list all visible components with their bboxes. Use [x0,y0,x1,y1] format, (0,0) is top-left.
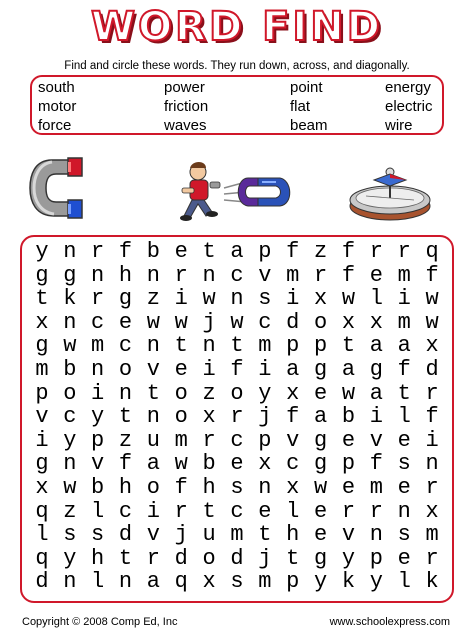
grid-letter[interactable]: n [91,356,105,382]
grid-letter[interactable]: f [174,474,188,500]
word-item: south [38,79,75,96]
grid-letter[interactable]: r [146,545,160,571]
grid-letter[interactable]: w [341,286,356,312]
instructions-text: Find and circle these words. They run down, across, and diagonally. [64,60,410,72]
grid-letter[interactable]: x [425,333,439,359]
grid-letter[interactable]: e [341,427,356,453]
grid-row [28,334,446,358]
grid-letter[interactable]: r [174,262,188,288]
grid-letter[interactable]: m [35,356,49,382]
grid-letter[interactable]: i [174,286,188,312]
grid-letter[interactable]: v [369,427,383,453]
grid-letter[interactable]: p [313,333,328,359]
grid-letter[interactable]: e [341,474,356,500]
grid-letter[interactable]: i [35,427,49,453]
grid-letter[interactable]: c [230,262,244,288]
grid-letter[interactable]: o [202,545,216,571]
grid-letter[interactable]: g [118,286,133,312]
grid-letter[interactable]: b [63,356,77,382]
grid-letter[interactable]: r [202,427,216,453]
grid-letter[interactable]: x [202,569,216,595]
grid-letter[interactable]: p [286,333,300,359]
grid-letter[interactable]: b [341,404,356,430]
grid-letter[interactable]: b [202,451,216,477]
grid-letter[interactable]: w [146,309,160,335]
grid-letter[interactable]: g [63,262,77,288]
grid-letter[interactable]: n [91,262,105,288]
grid-letter[interactable]: g [313,356,328,382]
grid-row [28,405,446,429]
boy-with-magnet-icon [176,158,296,228]
grid-letter[interactable]: q [174,569,188,595]
grid-letter[interactable]: a [286,356,300,382]
grid-row [28,523,446,547]
grid-row [28,358,446,382]
copyright-text: Copyright © 2008 Comp Ed, Inc [22,616,178,628]
grid-letter[interactable]: o [174,404,188,430]
grid-letter[interactable]: m [91,333,105,359]
illustrations [0,140,474,230]
grid-letter[interactable]: j [258,545,272,571]
grid-letter[interactable]: d [35,569,49,595]
grid-letter[interactable]: y [313,569,328,595]
word-item: point [290,79,323,96]
grid-letter[interactable]: x [35,474,49,500]
grid-letter[interactable]: r [174,498,188,524]
grid-letter[interactable]: v [258,262,272,288]
grid-letter[interactable]: c [230,427,244,453]
grid-letter[interactable]: t [174,333,188,359]
grid-letter[interactable]: z [118,427,133,453]
word-item: flat [290,98,311,115]
grid-letter[interactable]: o [174,380,188,406]
grid-row [28,240,446,264]
grid-letter[interactable]: h [118,262,133,288]
grid-letter[interactable]: c [118,498,133,524]
grid-letter[interactable]: h [118,474,133,500]
grid-letter[interactable]: o [146,474,160,500]
grid-letter[interactable]: a [230,239,244,264]
grid-letter[interactable]: t [230,333,244,359]
grid-letter[interactable]: s [63,522,77,548]
grid-letter[interactable]: e [313,498,328,524]
grid-letter[interactable]: x [369,309,383,335]
grid-letter[interactable]: m [258,569,272,595]
grid-letter[interactable]: e [258,498,272,524]
grid-letter[interactable]: u [146,427,160,453]
grid-letter[interactable]: r [425,474,439,500]
grid-letter[interactable]: n [202,333,216,359]
grid-letter[interactable]: m [174,427,188,453]
grid-letter[interactable]: n [258,474,272,500]
word-item: beam [290,117,328,134]
grid-letter[interactable]: v [146,522,160,548]
grid-letter[interactable]: g [35,333,49,359]
grid-letter[interactable]: y [63,427,77,453]
grid-letter[interactable]: e [397,474,411,500]
grid-letter[interactable]: r [91,286,105,312]
grid-letter[interactable]: m [397,262,411,288]
grid-letter[interactable]: i [286,286,300,312]
grid-letter[interactable]: s [397,451,411,477]
grid-letter[interactable]: g [313,451,328,477]
grid-letter[interactable]: n [118,569,133,595]
grid-letter[interactable]: t [286,545,300,571]
grid-letter[interactable]: c [258,309,272,335]
grid-letter[interactable]: l [286,498,300,524]
grid-letter[interactable]: e [174,356,188,382]
grid-letter[interactable]: v [91,451,105,477]
grid-letter[interactable]: a [369,333,383,359]
word-item: power [164,79,205,96]
grid-letter[interactable]: i [258,356,272,382]
grid-letter[interactable]: a [397,333,411,359]
grid-letter[interactable]: x [286,380,300,406]
word-item: friction [164,98,209,115]
grid-letter[interactable]: r [369,239,383,264]
grid-letter[interactable]: t [202,498,216,524]
grid-letter[interactable]: t [118,545,133,571]
grid-letter[interactable]: g [313,545,328,571]
grid-letter[interactable]: x [258,451,272,477]
grid-letter[interactable]: y [63,545,77,571]
grid-letter[interactable]: w [174,451,188,477]
grid-letter[interactable]: i [425,427,439,453]
grid-letter[interactable]: g [313,427,328,453]
grid-letter[interactable]: f [286,404,300,430]
grid-letter[interactable]: r [91,239,105,264]
word-item: force [38,117,72,134]
grid-letter[interactable]: v [341,522,356,548]
grid-letter[interactable]: l [91,498,105,524]
grid-letter[interactable]: z [63,498,77,524]
grid-row [28,570,446,594]
site-link[interactable]: www.schoolexpress.com [329,616,450,628]
grid-letter[interactable]: y [369,569,383,595]
grid-letter[interactable]: h [202,474,216,500]
word-item: energy [385,79,431,96]
grid-letter[interactable]: f [341,262,356,288]
grid-letter[interactable]: t [341,333,356,359]
grid-letter[interactable]: t [118,404,133,430]
grid-letter[interactable]: n [425,451,439,477]
grid-letter[interactable]: r [341,498,356,524]
grid-letter[interactable]: o [118,356,133,382]
grid-row [28,264,446,288]
grid-letter[interactable]: v [35,404,49,430]
grid-letter[interactable]: e [369,262,383,288]
grid-letter[interactable]: l [91,569,105,595]
grid-letter[interactable]: m [230,522,244,548]
grid-letter[interactable]: w [202,286,216,312]
grid-letter[interactable]: n [202,262,216,288]
grid-letter[interactable]: w [230,309,244,335]
grid-letter[interactable]: e [230,451,244,477]
grid-letter[interactable]: n [146,404,160,430]
grid-letter[interactable]: w [313,474,328,500]
grid-letter[interactable]: t [258,522,272,548]
grid-letter[interactable]: v [286,427,300,453]
grid-letter[interactable]: w [425,286,439,312]
grid-letter[interactable]: d [286,309,300,335]
grid-letter[interactable]: e [118,309,133,335]
grid-letter[interactable]: p [258,427,272,453]
grid-letter[interactable]: s [397,522,411,548]
grid-letter[interactable]: m [397,309,411,335]
grid-letter[interactable]: f [230,356,244,382]
grid-letter[interactable]: g [35,262,49,288]
grid-letter[interactable]: o [230,380,244,406]
grid-letter[interactable]: l [397,569,411,595]
grid-letter[interactable]: f [425,262,439,288]
grid-letter[interactable]: s [91,522,105,548]
grid-letter[interactable]: a [146,569,160,595]
grid-letter[interactable]: a [341,356,356,382]
grid-letter[interactable]: e [174,239,188,264]
grid-letter[interactable]: c [63,404,77,430]
grid-letter[interactable]: o [63,380,77,406]
word-item: wire [385,117,413,134]
grid-letter[interactable]: k [63,286,77,312]
grid-letter[interactable]: w [63,333,77,359]
grid-letter[interactable]: p [341,451,356,477]
grid-letter[interactable]: n [146,333,160,359]
grid-letter[interactable]: a [313,404,328,430]
word-list-box [30,75,444,135]
grid-letter[interactable]: n [63,451,77,477]
grid-letter[interactable]: x [425,498,439,524]
word-item: electric [385,98,433,115]
grid-letter[interactable]: y [341,545,356,571]
grid-row [28,311,446,335]
grid-row [28,476,446,500]
grid-letter[interactable]: n [63,239,77,264]
grid-letter[interactable]: h [286,522,300,548]
grid-letter[interactable]: p [258,239,272,264]
grid-letter[interactable]: j [258,404,272,430]
grid-letter[interactable]: i [397,286,411,312]
grid-letter[interactable]: p [369,545,383,571]
grid-letter[interactable]: d [174,545,188,571]
grid-letter[interactable]: n [63,569,77,595]
grid-letter[interactable]: z [146,286,160,312]
grid-letter[interactable]: f [118,239,133,264]
grid-letter[interactable]: r [230,404,244,430]
grid-letter[interactable]: n [230,286,244,312]
grid-row [28,452,446,476]
grid-letter[interactable]: y [35,239,49,264]
grid-letter[interactable]: s [230,569,244,595]
grid-letter[interactable]: r [397,239,411,264]
grid-letter[interactable]: n [397,498,411,524]
grid-row [28,500,446,524]
grid-row [28,382,446,406]
grid-letter[interactable]: w [63,474,77,500]
grid-letter[interactable]: y [91,404,105,430]
grid-letter[interactable]: d [118,522,133,548]
grid-letter[interactable]: w [174,309,188,335]
grid-letter[interactable]: c [91,309,105,335]
grid-letter[interactable]: w [425,309,439,335]
grid-letter[interactable]: t [397,380,411,406]
grid-letter[interactable]: j [202,309,216,335]
grid-letter[interactable]: x [35,309,49,335]
grid-letter[interactable]: f [118,451,133,477]
grid-letter[interactable]: r [425,545,439,571]
grid-letter[interactable]: x [286,474,300,500]
grid-letter[interactable]: e [313,380,328,406]
grid-letter[interactable]: h [91,545,105,571]
grid-letter[interactable]: z [313,239,328,264]
grid-letter[interactable]: k [425,569,439,595]
grid-letter[interactable]: q [35,545,49,571]
compass-icon [344,156,440,226]
grid-letter[interactable]: b [146,239,160,264]
grid-letter[interactable]: i [202,356,216,382]
grid-letter[interactable]: f [425,404,439,430]
grid-letter[interactable]: o [313,309,328,335]
grid-letter[interactable]: i [146,498,160,524]
grid-letter[interactable]: m [286,262,300,288]
grid-letter[interactable]: s [230,474,244,500]
grid-letter[interactable]: i [369,404,383,430]
grid-letter[interactable]: e [397,545,411,571]
grid-letter[interactable]: p [91,427,105,453]
grid-letter[interactable]: z [202,380,216,406]
grid-letter[interactable]: r [313,262,328,288]
grid-letter[interactable]: t [35,286,49,312]
grid-letter[interactable]: l [35,522,49,548]
grid-letter[interactable]: f [286,239,300,264]
horseshoe-magnet-icon [28,152,84,222]
grid-letter[interactable]: c [230,498,244,524]
grid-letter[interactable]: q [425,239,439,264]
grid-letter[interactable]: n [146,262,160,288]
grid-letter[interactable]: a [369,380,383,406]
grid-letter[interactable]: r [369,498,383,524]
letter-grid [28,240,446,594]
grid-letter[interactable]: n [369,522,383,548]
word-item: waves [164,117,207,134]
word-item: motor [38,98,77,115]
grid-letter[interactable]: d [230,545,244,571]
grid-letter[interactable]: c [118,333,133,359]
grid-letter[interactable]: r [425,380,439,406]
grid-letter[interactable]: s [258,286,272,312]
grid-letter[interactable]: t [202,239,216,264]
grid-letter[interactable]: w [341,380,356,406]
grid-letter[interactable]: m [425,522,439,548]
grid-letter[interactable]: j [174,522,188,548]
grid-letter[interactable]: x [341,309,356,335]
grid-letter[interactable]: l [369,286,383,312]
grid-letter[interactable]: g [369,356,383,382]
grid-letter[interactable]: f [397,356,411,382]
grid-letter[interactable]: i [91,380,105,406]
grid-letter[interactable]: n [63,309,77,335]
grid-letter[interactable]: e [397,427,411,453]
grid-row [28,547,446,571]
grid-letter[interactable]: f [369,451,383,477]
grid-letter[interactable]: k [341,569,356,595]
grid-letter[interactable]: g [35,451,49,477]
grid-letter[interactable]: m [258,333,272,359]
grid-letter[interactable]: u [202,522,216,548]
grid-letter[interactable]: m [369,474,383,500]
grid-row [28,287,446,311]
grid-letter[interactable]: x [202,404,216,430]
grid-letter[interactable]: y [258,380,272,406]
grid-letter[interactable]: e [313,522,328,548]
grid-letter[interactable]: f [341,239,356,264]
grid-letter[interactable]: c [286,451,300,477]
grid-letter[interactable]: p [35,380,49,406]
grid-letter[interactable]: p [286,569,300,595]
grid-letter[interactable]: a [146,451,160,477]
grid-row [28,429,446,453]
grid-letter[interactable]: v [146,356,160,382]
grid-letter[interactable]: d [425,356,439,382]
grid-letter[interactable]: t [146,380,160,406]
grid-letter[interactable]: q [35,498,49,524]
grid-letter[interactable]: x [313,286,328,312]
grid-letter[interactable]: l [397,404,411,430]
page-title: WORD FIND [91,4,383,50]
grid-letter[interactable]: b [91,474,105,500]
grid-letter[interactable]: n [118,380,133,406]
